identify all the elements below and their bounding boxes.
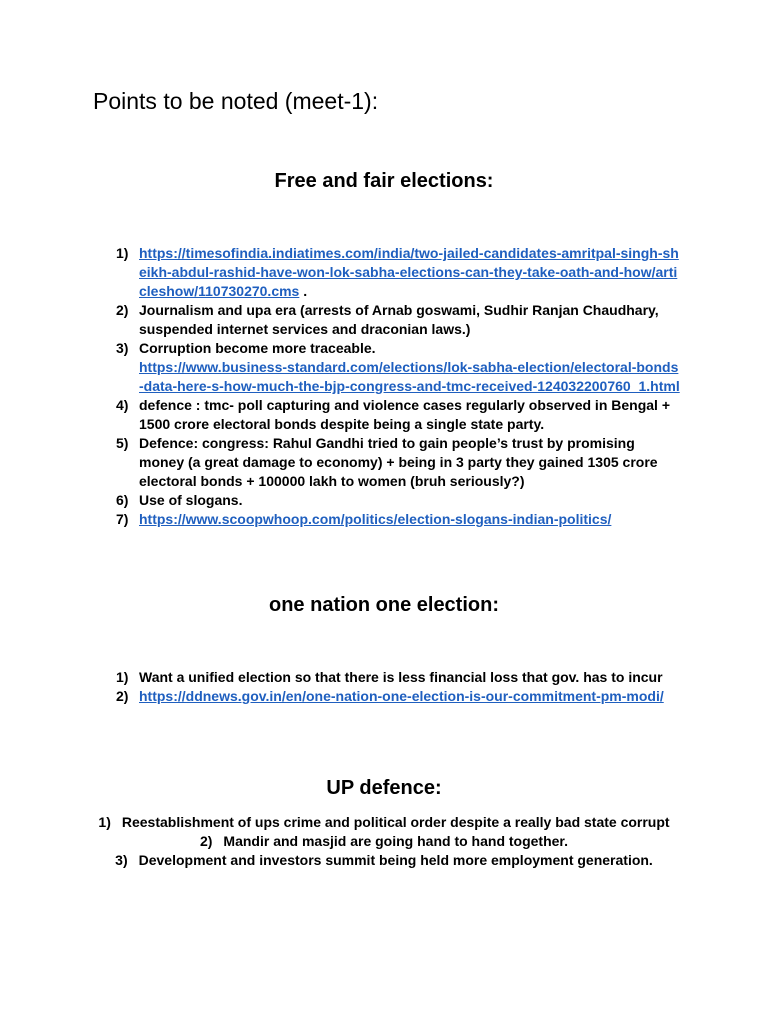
list-number: 6) [116,492,129,508]
list-item-text: defence : tmc- poll capturing and violence cases regularly observed in Bengal + 1500 crore electoral bonds despite being a single state party. [139,397,670,432]
list-item-text: Development and investors summit being held more employment generation. [138,852,653,868]
list-item-text: Want a unified election so that there is less financial loss that gov. has to incur [139,669,663,685]
section-heading-one-nation-one-election: one nation one election: [268,594,499,616]
list-number: 1) [116,245,129,261]
list-item-text: Mandir and masjid are going hand to hand together. [223,833,569,849]
section-heading-up-defence: UP defence: [326,777,442,799]
list-item [0,851,768,870]
list-item-text: Corruption become more traceable. [139,340,376,356]
list-number: 1) [116,669,129,685]
list-item [0,813,768,832]
list-number: 2) [116,688,129,704]
list-number: 4) [116,397,129,413]
free-fair-elections-list [93,244,683,529]
list-item-text: Reestablishment of ups crime and political order despite a really bad state corrupt [121,814,670,830]
list-item [93,244,683,301]
list-item [93,510,683,529]
list-number: 1) [98,814,111,830]
list-number: 3) [116,340,129,356]
list-item [93,339,683,396]
list-item [93,491,683,510]
business-standard-link[interactable]: https://www.business-standard.com/elections/lok-sabha-election/electoral-bonds-data-here-s-how-much-the-bjp-congress-and-tmc-received-124032200760_1.html [139,359,680,394]
scoopwhoop-link[interactable]: https://www.scoopwhoop.com/politics/election-slogans-indian-politics/ [139,511,612,527]
list-item-suffix: . [299,283,308,299]
list-number: 2) [199,833,213,849]
list-number: 7) [116,511,129,527]
list-item [93,434,683,491]
list-item-text: Journalism and upa era (arrests of Arnab goswami, Sudhir Ranjan Chaudhary, suspended internet services and draconian laws.) [139,302,659,337]
ddnews-link[interactable]: https://ddnews.gov.in/en/one-nation-one-election-is-our-commitment-pm-modi/ [139,688,664,704]
list-number: 2) [116,302,129,318]
list-item-text: Defence: congress: Rahul Gandhi tried to gain people’s trust by promising money (a great damage to economy) + being in 3 party they gained 1305 crore electoral bonds + 100000 lakh to women (bruh seriously?) [139,435,658,489]
list-item [93,301,683,339]
list-number: 5) [116,435,129,451]
one-nation-one-election-list [93,668,693,706]
section-heading-free-fair-elections: Free and fair elections: [274,170,494,192]
list-item-text: Use of slogans. [139,492,243,508]
list-item [93,396,683,434]
list-item [93,687,693,706]
up-defence-list [0,813,768,870]
list-item [0,832,768,851]
document-title: Points to be noted (meet-1): [93,88,379,114]
times-of-india-link[interactable]: https://timesofindia.indiatimes.com/india/two-jailed-candidates-amritpal-singh-sheikh-abdul-rashid-have-won-lok-sabha-elections-can-they-take-oath-and-how/articleshow/110730270.cms [139,245,679,299]
list-item [93,668,693,687]
list-number: 3) [115,852,128,868]
